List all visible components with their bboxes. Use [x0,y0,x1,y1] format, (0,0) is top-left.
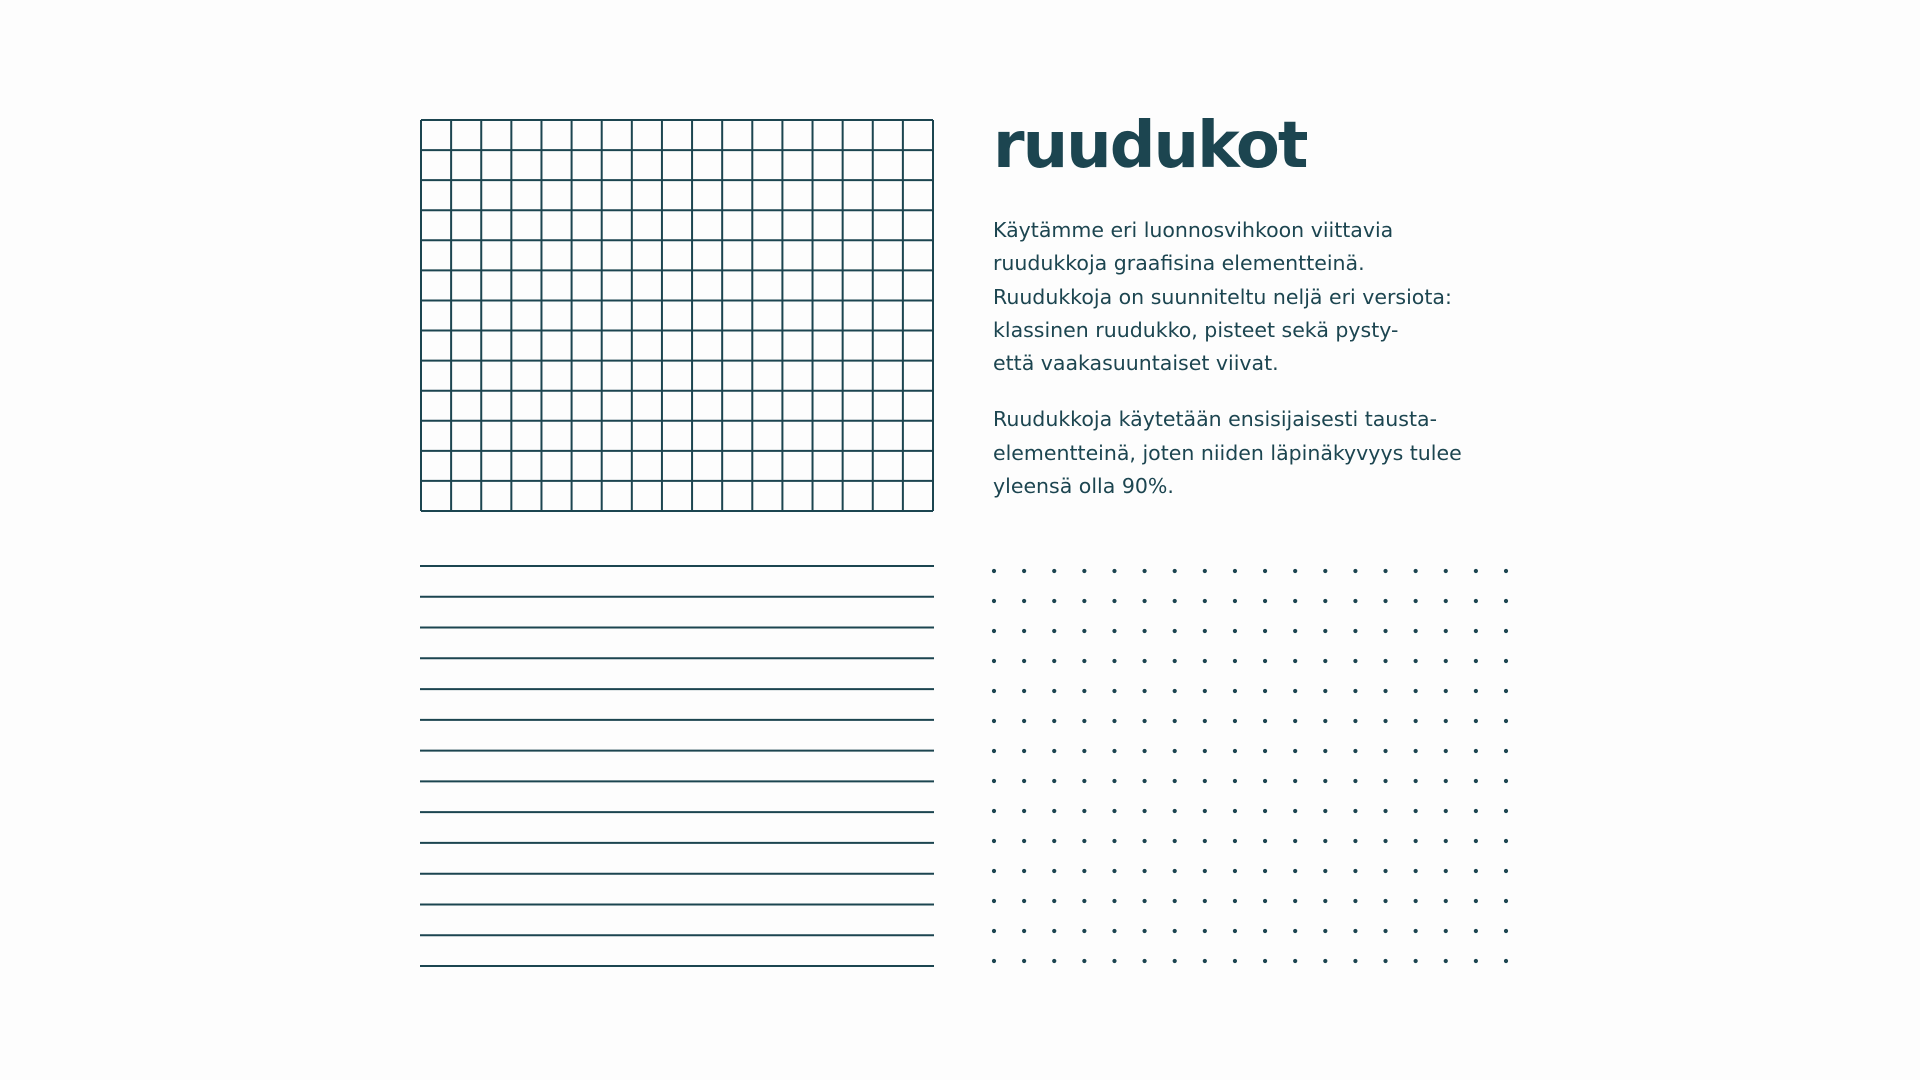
grid-dot [1353,959,1357,963]
grid-dot [1474,569,1478,573]
grid-dot [1022,839,1026,843]
intro-paragraph [993,214,1553,380]
grid-dot [1323,899,1327,903]
grid-dot [1082,869,1086,873]
grid-dot [1022,779,1026,783]
grid-dot [1353,929,1357,933]
grid-dot [1383,599,1387,603]
grid-dot [1082,929,1086,933]
grid-dot [1203,719,1207,723]
grid-dot [1233,959,1237,963]
grid-dot [1414,569,1418,573]
grid-dot [1082,629,1086,633]
grid-dot [1142,719,1146,723]
grid-dot [1474,719,1478,723]
grid-dot [1142,629,1146,633]
grid-dot [1112,959,1116,963]
grid-dot [1052,659,1056,663]
grid-dot [1474,779,1478,783]
grid-dot [1263,719,1267,723]
grid-dot [1082,749,1086,753]
grid-dot [1112,719,1116,723]
square-grid-pattern [420,119,934,512]
grid-dot [1112,569,1116,573]
grid-dot [1082,959,1086,963]
grid-dot [1052,929,1056,933]
grid-dot [1112,659,1116,663]
grid-dot [1414,689,1418,693]
grid-dot [1474,599,1478,603]
grid-dot [1203,659,1207,663]
grid-dot [1203,959,1207,963]
grid-dot [1022,749,1026,753]
grid-dot [1263,839,1267,843]
text-line: Ruudukkoja käytetään ensisijaisesti tausta- [993,407,1437,432]
grid-dot [1203,929,1207,933]
grid-dot [1203,749,1207,753]
grid-dot [1414,839,1418,843]
text-line: Ruudukkoja on suunniteltu neljä eri versiota: [993,284,1452,309]
grid-dot [1173,929,1177,933]
grid-dot [992,569,996,573]
usage-paragraph [993,403,1553,503]
grid-dot [1353,689,1357,693]
grid-dot [992,779,996,783]
grid-dot [992,719,996,723]
grid-dot [1203,869,1207,873]
text-line: yleensä olla 90%. [993,474,1174,499]
grid-dot [992,869,996,873]
horizontal-lines-pattern [420,565,934,967]
grid-dot [1504,809,1508,813]
grid-dot [1112,599,1116,603]
grid-dot [1142,659,1146,663]
grid-dot [1173,599,1177,603]
grid-dot [1293,839,1297,843]
text-line: klassinen ruudukko, pisteet sekä pysty- [993,317,1399,342]
text-line: Käytämme eri luonnosvihkoon viittavia [993,218,1394,242]
grid-dot [1323,749,1327,753]
grid-dot [1444,659,1448,663]
grid-dot [992,629,996,633]
grid-dot [1293,749,1297,753]
grid-dot [1353,899,1357,903]
text-line: että vaakasuuntaiset viivat. [993,351,1279,376]
text-line: ruudukkoja graafisina elementteinä. [993,251,1365,276]
grid-dot [1142,869,1146,873]
grid-dot [992,599,996,603]
grid-dot [1444,839,1448,843]
grid-dot [992,659,996,663]
grid-dot [992,749,996,753]
grid-dot [1112,839,1116,843]
grid-dot [1173,869,1177,873]
grid-dot [1263,779,1267,783]
grid-dot [1383,719,1387,723]
grid-dot [1353,569,1357,573]
grid-dot [1203,569,1207,573]
grid-dot [1414,719,1418,723]
grid-dot [1203,629,1207,633]
grid-dot [1052,569,1056,573]
grid-dot [1233,659,1237,663]
grid-dot [1293,569,1297,573]
grid-dot [1052,629,1056,633]
grid-dot [1082,809,1086,813]
grid-dot [1112,929,1116,933]
grid-dot [1233,689,1237,693]
grid-dot [1082,689,1086,693]
grid-dot [1052,839,1056,843]
grid-dot [1203,779,1207,783]
grid-dot [1293,629,1297,633]
grid-dot [1383,569,1387,573]
grid-dot [1323,809,1327,813]
grid-dot [1383,749,1387,753]
grid-dot [1353,839,1357,843]
grid-dot [1233,599,1237,603]
grid-dot [1142,959,1146,963]
grid-dot [1474,929,1478,933]
grid-dot [1263,659,1267,663]
grid-dot [1203,839,1207,843]
grid-dot [1383,839,1387,843]
grid-dot [1444,809,1448,813]
grid-dot [1444,779,1448,783]
grid-dot [1444,959,1448,963]
grid-dot [1383,659,1387,663]
grid-dot [1293,659,1297,663]
grid-dot [1142,569,1146,573]
grid-dot [1082,719,1086,723]
grid-dot [1142,779,1146,783]
grid-dot [1293,959,1297,963]
grid-dot [1263,959,1267,963]
grid-dot [1233,779,1237,783]
grid-dot [1052,899,1056,903]
grid-dot [1353,629,1357,633]
grid-dot [1323,719,1327,723]
grid-dot [1263,689,1267,693]
grid-dot [1444,899,1448,903]
grid-dot [1112,779,1116,783]
grid-dot [1082,659,1086,663]
grid-dot [1173,659,1177,663]
grid-dot [1233,839,1237,843]
grid-dot [1022,929,1026,933]
grid-dot [1414,929,1418,933]
grid-dot [1052,779,1056,783]
grid-dot [1444,719,1448,723]
grid-dot [1353,809,1357,813]
grid-dot [1082,839,1086,843]
grid-dot [1474,749,1478,753]
grid-dot [992,929,996,933]
grid-dot [1474,899,1478,903]
grid-dot [1052,809,1056,813]
grid-dot [1173,839,1177,843]
grid-dot [1052,959,1056,963]
grid-dot [1233,569,1237,573]
grid-dot [1022,809,1026,813]
grid-dot [1414,809,1418,813]
grid-dot [1022,899,1026,903]
grid-dot [1444,749,1448,753]
grid-dot [1233,629,1237,633]
grid-dot [1353,749,1357,753]
grid-dot [1504,599,1508,603]
grid-dot [992,899,996,903]
grid-dot [1112,899,1116,903]
grid-dot [1263,809,1267,813]
grid-dot [1173,809,1177,813]
grid-dot [1142,839,1146,843]
grid-dot [1504,779,1508,783]
grid-dot [1323,959,1327,963]
grid-dot [1474,959,1478,963]
grid-dot [1293,719,1297,723]
grid-dot [1414,659,1418,663]
grid-dot [1504,569,1508,573]
grid-dot [1293,869,1297,873]
grid-dot [1263,749,1267,753]
grid-dot [1233,749,1237,753]
grid-dot [1323,839,1327,843]
grid-dot [1323,569,1327,573]
grid-dot [1173,719,1177,723]
grid-dot [1112,749,1116,753]
grid-dot [1383,869,1387,873]
grid-dot [1323,659,1327,663]
grid-dot [1353,599,1357,603]
grid-dot [1263,899,1267,903]
grid-dot [1052,599,1056,603]
grid-dot [1444,569,1448,573]
grid-dot [1444,869,1448,873]
grid-dot [1293,599,1297,603]
grid-dot [1323,599,1327,603]
grid-dot [1022,659,1026,663]
grid-dot [1112,689,1116,693]
grid-dot [1504,959,1508,963]
grid-dot [1414,869,1418,873]
grid-dot [1233,869,1237,873]
grid-dot [1474,839,1478,843]
grid-dot [1323,929,1327,933]
grid-dot [1173,689,1177,693]
grid-dot [1263,929,1267,933]
grid-dot [1142,809,1146,813]
grid-dot [1263,869,1267,873]
grid-dot [1414,959,1418,963]
grid-dot [1173,629,1177,633]
grid-dot [1474,659,1478,663]
grid-dot [992,839,996,843]
grid-dot [1173,899,1177,903]
grid-dot [1052,869,1056,873]
grid-dot [1504,899,1508,903]
grid-dot [1173,749,1177,753]
grid-dot [1323,869,1327,873]
page-title: ruudukot [993,109,1307,183]
grid-dot [1353,659,1357,663]
grid-dot [1504,659,1508,663]
grid-dot [1323,689,1327,693]
grid-dot [1112,869,1116,873]
grid-dot [1022,869,1026,873]
grid-dot [1474,689,1478,693]
grid-dot [1293,809,1297,813]
grid-dot [1022,629,1026,633]
grid-dot [1504,869,1508,873]
grid-dot [992,959,996,963]
grid-dot [1293,929,1297,933]
grid-dot [1052,749,1056,753]
grid-dot [1414,599,1418,603]
grid-dot [1383,779,1387,783]
grid-dot [1353,779,1357,783]
grid-dot [1293,689,1297,693]
grid-dot [1112,629,1116,633]
grid-dot [1233,719,1237,723]
grid-dot [1173,569,1177,573]
grid-dot [1203,689,1207,693]
grid-dot [1173,959,1177,963]
grid-dot [1022,719,1026,723]
grid-dot [1353,869,1357,873]
grid-dot [1082,779,1086,783]
grid-dot [1504,719,1508,723]
grid-dot [1022,959,1026,963]
grid-dot [1142,689,1146,693]
grid-dot [1414,749,1418,753]
grid-dot [1414,779,1418,783]
grid-dot [1474,809,1478,813]
grid-dot [1323,629,1327,633]
grid-dot [1504,839,1508,843]
grid-dot [1474,869,1478,873]
grid-dot [1142,599,1146,603]
grid-dot [1082,569,1086,573]
grid-dot [1173,779,1177,783]
grid-dot [1504,689,1508,693]
grid-dot [1052,719,1056,723]
grid-dot [1022,689,1026,693]
grid-dot [1052,689,1056,693]
grid-dot [992,809,996,813]
grid-dot [1263,569,1267,573]
grid-dot [1383,809,1387,813]
text-block [993,108,1553,526]
grid-dot [1444,689,1448,693]
grid-dot [1142,929,1146,933]
grid-dot [1383,899,1387,903]
grid-dot [1444,929,1448,933]
grid-dot [1414,899,1418,903]
grid-dot [1444,599,1448,603]
grid-dot [992,689,996,693]
grid-dot [1233,899,1237,903]
grid-dot [1383,929,1387,933]
grid-dot [1233,929,1237,933]
grid-dot [1383,689,1387,693]
grid-dot [1293,899,1297,903]
dot-grid-pattern [988,565,1512,967]
grid-dot [1203,899,1207,903]
grid-dot [1112,809,1116,813]
grid-dot [1142,749,1146,753]
grid-dot [1504,629,1508,633]
grid-dot [1233,809,1237,813]
grid-dot [1142,899,1146,903]
grid-dot [1383,629,1387,633]
grid-dot [1263,599,1267,603]
grid-dot [1323,779,1327,783]
grid-dot [1474,629,1478,633]
grid-dot [1504,929,1508,933]
grid-dot [1353,719,1357,723]
grid-dot [1383,959,1387,963]
grid-dot [1203,809,1207,813]
grid-dot [1022,569,1026,573]
grid-dot [1082,899,1086,903]
grid-dot [1082,599,1086,603]
grid-dot [1444,629,1448,633]
grid-dot [1504,749,1508,753]
grid-dot [1414,629,1418,633]
grid-dot [1263,629,1267,633]
grid-dot [1293,779,1297,783]
text-line: elementteinä, joten niiden läpinäkyvyys tulee [993,440,1462,465]
grid-dot [1022,599,1026,603]
grid-dot [1203,599,1207,603]
